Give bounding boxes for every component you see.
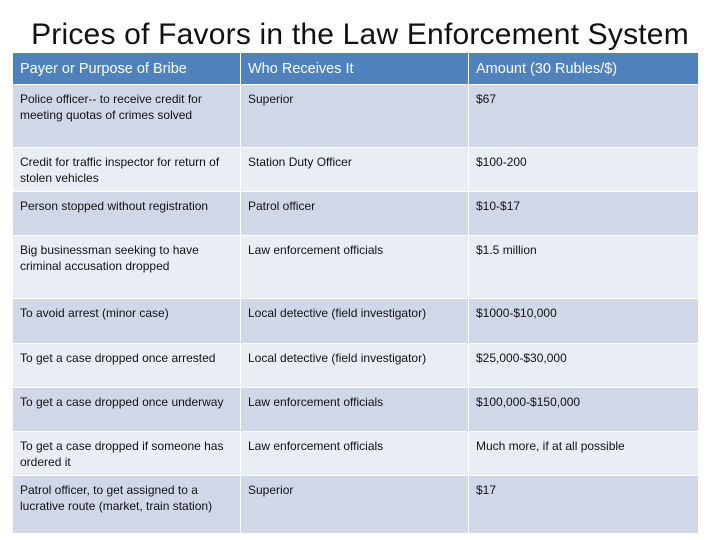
cell-amount: $100,000-$150,000 <box>469 388 699 432</box>
header-payer: Payer or Purpose of Bribe <box>13 53 241 85</box>
cell-payer: Credit for traffic inspector for return of stolen vehicles <box>13 148 241 192</box>
table-row <box>13 236 699 299</box>
cell-receiver: Local detective (field investigator) <box>241 344 469 388</box>
cell-receiver: Station Duty Officer <box>241 148 469 192</box>
cell-payer: To get a case dropped once arrested <box>13 344 241 388</box>
table-row <box>13 344 699 388</box>
table-header-row <box>13 53 699 85</box>
table-row <box>13 388 699 432</box>
cell-payer: To avoid arrest (minor case) <box>13 299 241 344</box>
table-row <box>13 299 699 344</box>
cell-receiver: Patrol officer <box>241 192 469 236</box>
table-row <box>13 192 699 236</box>
table-row <box>13 476 699 534</box>
cell-payer: Patrol officer, to get assigned to a lucrative route (market, train station) <box>13 476 241 534</box>
cell-receiver: Superior <box>241 476 469 534</box>
table-row <box>13 85 699 148</box>
header-amount: Amount (30 Rubles/$) <box>469 53 699 85</box>
cell-receiver: Law enforcement officials <box>241 236 469 299</box>
cell-payer: Police officer-- to receive credit for meeting quotas of crimes solved <box>13 85 241 148</box>
cell-payer: To get a case dropped once underway <box>13 388 241 432</box>
table-row <box>13 148 699 192</box>
cell-payer: To get a case dropped if someone has ordered it <box>13 432 241 476</box>
cell-amount: $17 <box>469 476 699 534</box>
cell-amount: $25,000-$30,000 <box>469 344 699 388</box>
cell-amount: $67 <box>469 85 699 148</box>
table-row <box>13 432 699 476</box>
cell-receiver: Law enforcement officials <box>241 388 469 432</box>
cell-receiver: Law enforcement officials <box>241 432 469 476</box>
cell-amount: Much more, if at all possible <box>469 432 699 476</box>
cell-receiver: Superior <box>241 85 469 148</box>
cell-amount: $100-200 <box>469 148 699 192</box>
cell-amount: $1000-$10,000 <box>469 299 699 344</box>
cell-amount: $1.5 million <box>469 236 699 299</box>
cell-payer: Big businessman seeking to have criminal accusation dropped <box>13 236 241 299</box>
header-receiver: Who Receives It <box>241 53 469 85</box>
bribe-prices-table <box>12 52 699 534</box>
cell-receiver: Local detective (field investigator) <box>241 299 469 344</box>
cell-payer: Person stopped without registration <box>13 192 241 236</box>
page-title: Prices of Favors in the Law Enforcement System <box>31 18 689 51</box>
cell-amount: $10-$17 <box>469 192 699 236</box>
